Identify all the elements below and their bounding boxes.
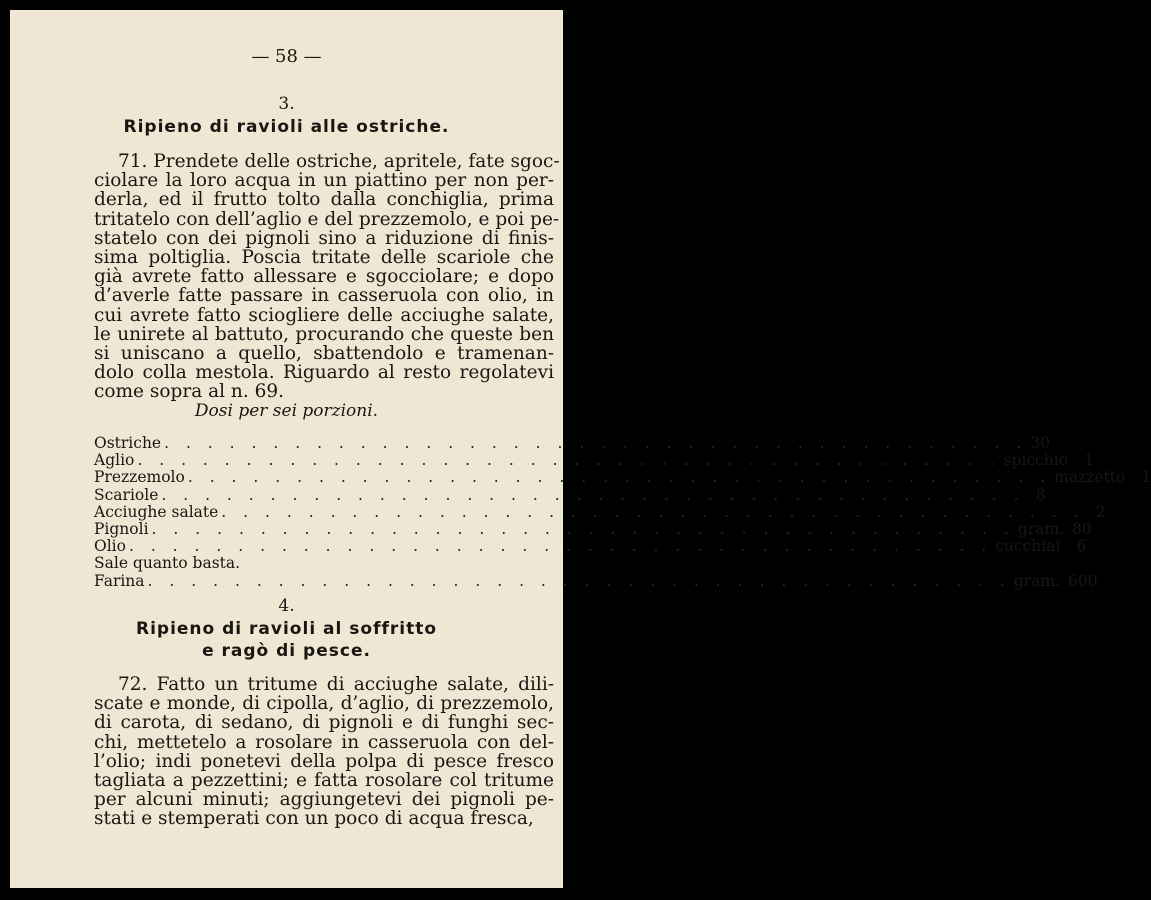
ingredient-quantity: 1 [1141,468,1151,487]
recipe-paragraph [94,675,554,829]
ingredient-quantity: 80 [1071,520,1092,538]
text-line: di carota, di sedano, di pignoli e di funghi sec- [94,712,554,734]
page-number: — 58 — [251,46,322,67]
text-line: le unirete al battuto, procurando che queste ben [94,323,554,345]
recipe-number: 4. [278,596,295,616]
ingredient-row [94,520,1092,538]
ingredient-name: Pignoli [94,520,149,538]
text-line: dolo colla mestola. Riguardo al resto regolatevi [94,362,554,384]
ingredient-name: Scariole [94,485,159,504]
recipe-title-line: e ragò di pesce. [202,641,371,661]
ingredient-name: Acciughe salate [94,502,219,521]
recipe-title: Ripieno di ravioli alle ostriche. [123,117,450,137]
ingredient-name: Aglio [94,451,135,470]
ingredient-quantity: 600 [1067,571,1098,590]
ingredient-quantity: 1 [1084,451,1095,470]
ingredient-quantity: 30 [1030,434,1051,452]
ingredient-quantity: 8 [1035,485,1046,504]
doses-title: Dosi per sei porzioni. [194,401,379,421]
text-line: derla, ed il frutto tolto dalla conchiglia, prima [94,189,554,211]
text-line: chi, mettetelo a rosolare in casseruola con del- [94,731,554,753]
recipe-title-line: Ripieno di ravioli al soffritto [135,619,438,639]
text-line: per alcuni minuti; aggiungetevi dei pignoli pe- [94,789,554,811]
ingredient-name: Ostriche [94,434,162,452]
text-line: come sopra al n. 69. [94,381,285,403]
ingredient-quantity: 6 [1076,537,1087,556]
ingredient-unit: gram. [1017,520,1064,538]
dot-leader: . . . . . . . . . . . . . . . . . . . . . . . . . . . . . . . . . . . . . . . . [128,537,993,556]
text-line: tritatelo con dell’aglio e del prezzemolo, e poi pe- [94,208,560,230]
text-line: d’averle fatte passare in casseruola con olio, in [94,285,554,307]
ingredient-name: Olio [94,537,126,556]
text-line: ciolare la loro acqua in un piattino per non per- [94,170,554,192]
text-line: già avrete fatto allessare e sgocciolare; e dopo [94,266,554,288]
ingredient-row [94,485,1046,504]
text-line: 71. Prendete delle ostriche, apritele, fate sgoc- [118,151,560,172]
recipe-title [10,618,563,662]
ingredient-row [94,555,556,572]
ingredient-name: Prezzemolo [94,468,185,487]
text-line: scate e monde, di cipolla, d’aglio, di prezzemolo, [94,693,554,715]
ingredient-unit: spicchio [1003,451,1069,470]
ingredient-quantity: 2 [1095,502,1106,521]
ingredient-unit: cucchiai [995,537,1061,556]
ingredient-name: Farina [94,571,145,590]
text-line: statelo con dei pignoli sino a riduzione di finis- [94,227,554,249]
ingredient-name: Sale quanto basta. [94,554,241,573]
ingredient-row [94,502,1106,521]
recipe-number: 3. [278,94,295,114]
text-line: cui avrete fatto sciogliere delle acciughe salate, [94,304,554,326]
dot-leader: . . . . . . . . . . . . . . . . . . . . . . . . . . . . . . . . . . . . . . . . [164,434,1028,452]
text-line: stati e stemperati con un poco di acqua fresca, [94,808,534,830]
dot-leader: . . . . . . . . . . . . . . . . . . . . . . . . . . . . . . . . . . . . . . . . [147,571,1011,590]
ingredient-row [94,451,1095,470]
text-line: tagliata a pezzettini; e fatta rosolare col tritume [94,770,554,792]
book-page [10,10,1151,888]
dot-leader: . . . . . . . . . . . . . . . . . . . . . . . . . . . . . . . . . . . . . . . . [151,520,1015,538]
ingredient-row [94,571,1098,590]
dot-leader: . . . . . . . . . . . . . . . . . . . . . . . . . . . . . . . . . . . . . . . . [221,502,1085,521]
text-line: sima poltiglia. Poscia tritate delle scariole che [94,247,554,269]
recipe-paragraph [94,151,560,403]
ingredient-row [94,537,1087,556]
ingredient-row [94,434,1051,452]
dot-leader: . . . . . . . . . . . . . . . . . . . . . . . . . . . . . . . . . . . . . . . . [137,451,1001,470]
ingredient-unit: mazzetto [1054,468,1126,487]
dot-leader: . . . . . . . . . . . . . . . . . . . . . . . . . . . . . . . . . . . . . . . . [187,468,1052,487]
dot-leader: . . . . . . . . . . . . . . . . . . . . . . . . . . . . . . . . . . . . . . . . [161,485,1025,504]
ingredient-unit: gram. [1013,571,1060,590]
text-line: l’olio; indi ponetevi della polpa di pesce fresco [94,750,554,772]
text-line: 72. Fatto un tritume di acciughe salate, dili- [118,674,554,695]
ingredient-row [94,468,1151,487]
text-line: si uniscano a quello, sbattendolo e tramenan- [94,343,554,365]
